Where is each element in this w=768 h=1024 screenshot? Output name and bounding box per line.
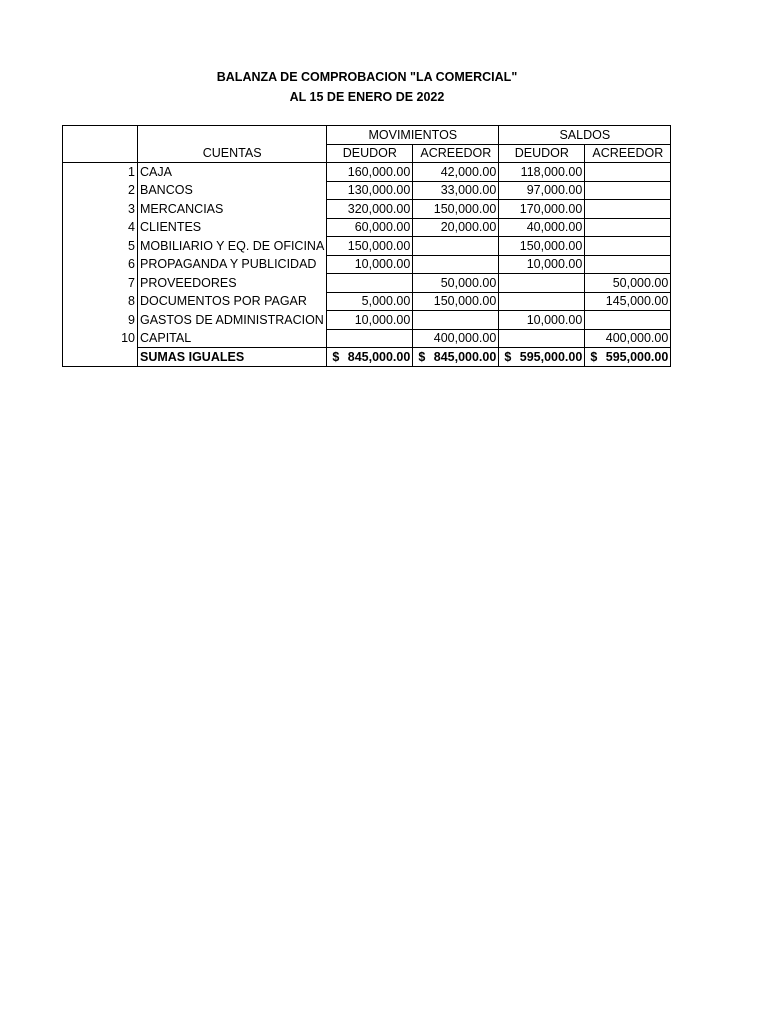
sal-deudor-cell: 40,000.00 [499,218,585,237]
sal-acreedor-cell [585,237,671,256]
mov-acreedor-cell: 20,000.00 [413,218,499,237]
mov-deudor-cell: 320,000.00 [327,200,413,219]
account-name: PROVEEDORES [138,274,327,293]
totals-label: SUMAS IGUALES [138,348,327,367]
currency-symbol: $ [590,349,598,364]
header-blank-num-2 [63,144,138,163]
table-row [63,329,671,348]
sal-acreedor-cell [585,200,671,219]
total-value: 595,000.00 [519,349,583,364]
header-row-columns [63,144,671,163]
row-number: 2 [63,181,138,200]
row-number: 4 [63,218,138,237]
mov-acreedor-cell: 42,000.00 [413,163,499,182]
total-sal-deudor [499,348,585,367]
header-sal-deudor: DEUDOR [499,144,585,163]
header-mov-deudor: DEUDOR [327,144,413,163]
account-name: MOBILIARIO Y EQ. DE OFICINA [138,237,327,256]
row-number: 7 [63,274,138,293]
totals-blank-num [63,348,138,367]
mov-acreedor-cell: 150,000.00 [413,292,499,311]
table-row [63,311,671,330]
table-row [63,218,671,237]
table-row [63,292,671,311]
sal-deudor-cell: 10,000.00 [499,311,585,330]
row-number: 10 [63,329,138,348]
sal-acreedor-cell [585,218,671,237]
header-row-groups [63,126,671,145]
mov-acreedor-cell: 400,000.00 [413,329,499,348]
header-sal-acreedor: ACREEDOR [585,144,671,163]
sal-acreedor-cell [585,255,671,274]
header-blank-account [138,126,327,145]
document-subtitle: AL 15 DE ENERO DE 2022 [289,90,445,104]
total-mov-deudor [327,348,413,367]
totals-row [63,348,671,367]
account-name: MERCANCIAS [138,200,327,219]
row-number: 6 [63,255,138,274]
mov-deudor-cell: 5,000.00 [327,292,413,311]
mov-deudor-cell: 130,000.00 [327,181,413,200]
sal-acreedor-cell: 400,000.00 [585,329,671,348]
currency-symbol: $ [332,349,340,364]
mov-deudor-cell: 10,000.00 [327,311,413,330]
currency-symbol: $ [504,349,512,364]
mov-deudor-cell [327,274,413,293]
header-saldos: SALDOS [499,126,671,145]
mov-acreedor-cell: 33,000.00 [413,181,499,200]
total-mov-acreedor [413,348,499,367]
row-number: 9 [63,311,138,330]
table-row [63,255,671,274]
total-value: 845,000.00 [433,349,497,364]
sal-deudor-cell: 170,000.00 [499,200,585,219]
account-name: CAPITAL [138,329,327,348]
row-number: 3 [63,200,138,219]
mov-deudor-cell [327,329,413,348]
sal-deudor-cell: 118,000.00 [499,163,585,182]
table-row [63,163,671,182]
sal-deudor-cell [499,292,585,311]
mov-acreedor-cell: 150,000.00 [413,200,499,219]
account-name: BANCOS [138,181,327,200]
account-name: PROPAGANDA Y PUBLICIDAD [138,255,327,274]
table-row [63,200,671,219]
header-cuentas: CUENTAS [138,144,327,163]
currency-symbol: $ [418,349,426,364]
sal-deudor-cell [499,274,585,293]
table-row [63,181,671,200]
table-row [63,237,671,256]
header-movimientos: MOVIMIENTOS [327,126,499,145]
sal-deudor-cell: 97,000.00 [499,181,585,200]
mov-acreedor-cell [413,237,499,256]
mov-acreedor-cell [413,311,499,330]
sal-acreedor-cell: 50,000.00 [585,274,671,293]
mov-deudor-cell: 10,000.00 [327,255,413,274]
header-mov-acreedor: ACREEDOR [413,144,499,163]
total-value: 845,000.00 [347,349,411,364]
mov-deudor-cell: 150,000.00 [327,237,413,256]
sal-deudor-cell: 10,000.00 [499,255,585,274]
table-row [63,274,671,293]
sal-deudor-cell [499,329,585,348]
account-name: GASTOS DE ADMINISTRACION [138,311,327,330]
document-title: BALANZA DE COMPROBACION "LA COMERCIAL" [216,70,518,84]
sal-acreedor-cell: 145,000.00 [585,292,671,311]
row-number: 5 [63,237,138,256]
sal-acreedor-cell [585,181,671,200]
row-number: 1 [63,163,138,182]
sal-acreedor-cell [585,163,671,182]
mov-deudor-cell: 160,000.00 [327,163,413,182]
sal-deudor-cell: 150,000.00 [499,237,585,256]
row-number: 8 [63,292,138,311]
account-name: CAJA [138,163,327,182]
mov-deudor-cell: 60,000.00 [327,218,413,237]
total-value: 595,000.00 [605,349,669,364]
account-name: DOCUMENTOS POR PAGAR [138,292,327,311]
trial-balance-table [62,125,671,367]
mov-acreedor-cell: 50,000.00 [413,274,499,293]
total-sal-acreedor [585,348,671,367]
mov-acreedor-cell [413,255,499,274]
sal-acreedor-cell [585,311,671,330]
header-blank-num [63,126,138,145]
account-name: CLIENTES [138,218,327,237]
